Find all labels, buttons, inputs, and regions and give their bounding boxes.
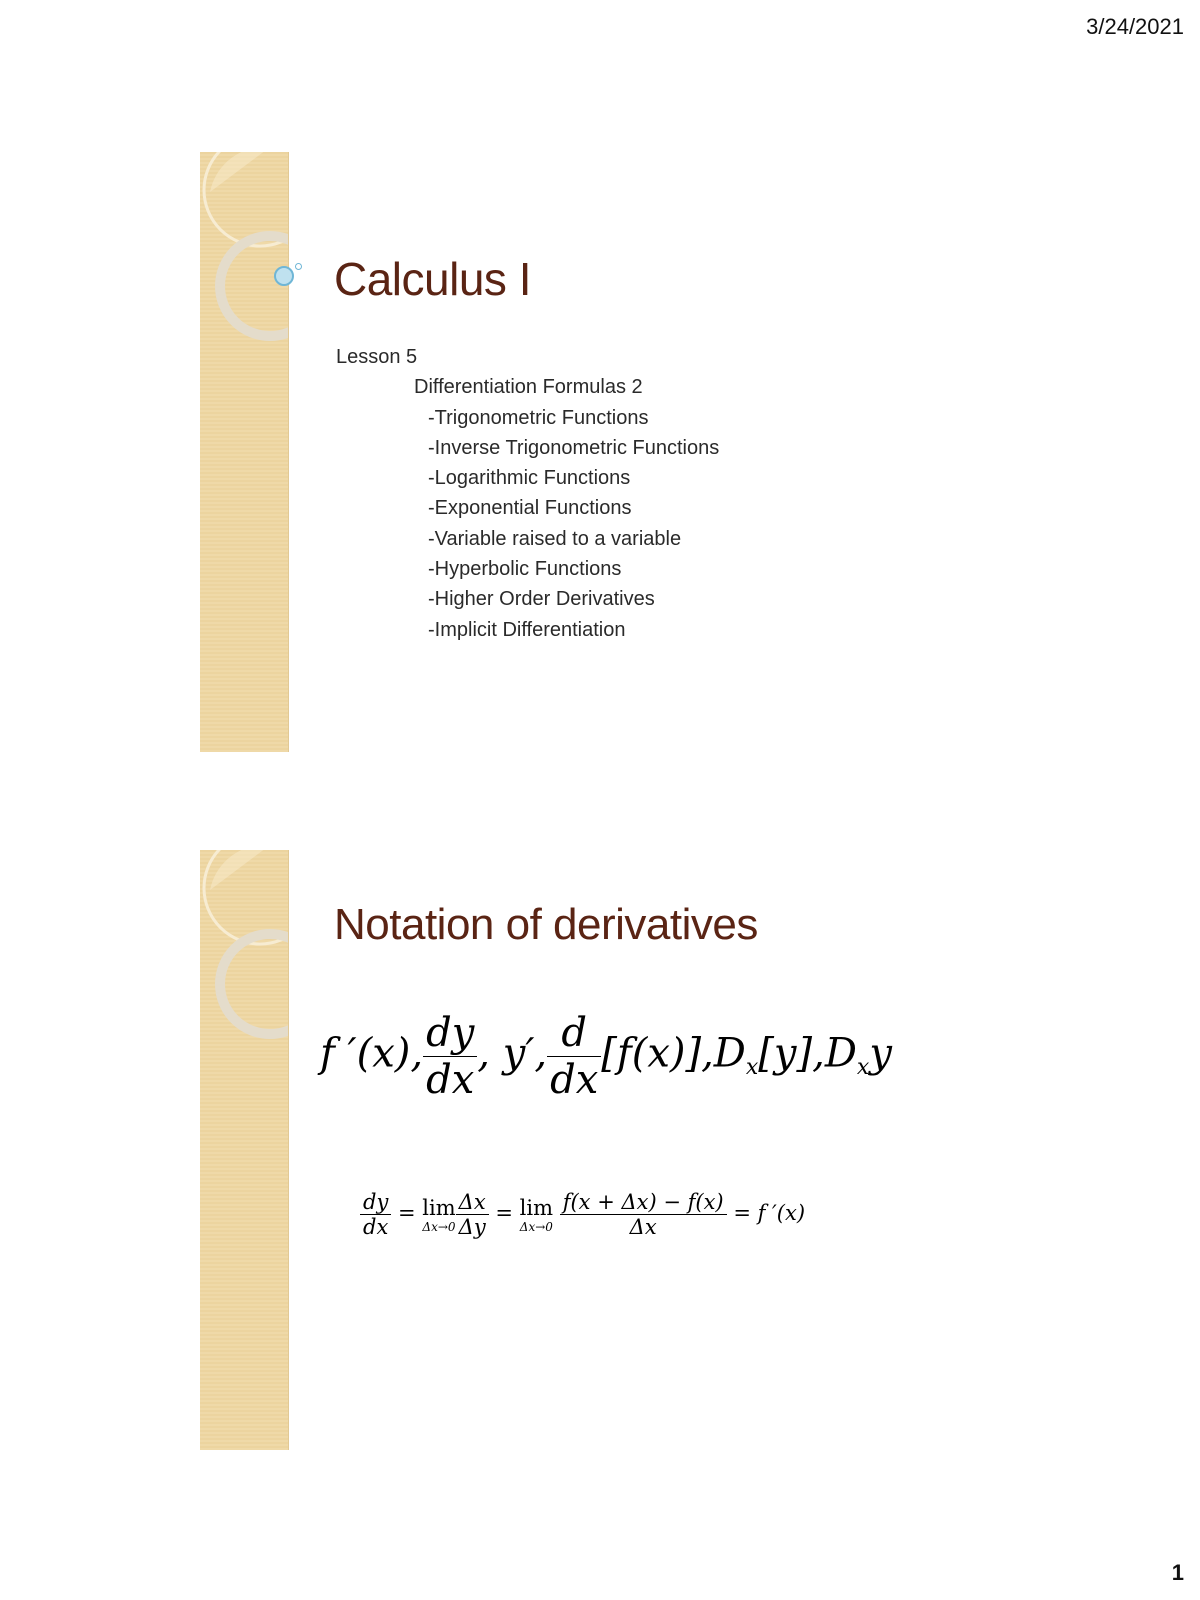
result: = f ′(x) (733, 1201, 806, 1225)
outline-line: -Trigonometric Functions (428, 406, 649, 429)
numerator: f(x + Δx) − f(x) (560, 1190, 727, 1215)
eq-part: , y′, (477, 1030, 548, 1077)
outline-line: -Variable raised to a variable (428, 527, 682, 550)
outline-line: -Inverse Trigonometric Functions (428, 436, 720, 459)
eq-part: D (824, 1030, 857, 1077)
numerator: dy (360, 1190, 391, 1215)
lesson-outline (336, 342, 719, 645)
equals-sign: = (495, 1201, 513, 1225)
eq-part: [f(x)], (601, 1030, 714, 1077)
lim-text: lim (519, 1195, 554, 1220)
subscript: x (856, 1055, 870, 1081)
slide-title: Notation of derivatives (334, 900, 758, 949)
denominator: dx (426, 1057, 475, 1103)
outline-line: -Implicit Differentiation (428, 618, 626, 641)
eq-part: D (713, 1030, 746, 1077)
decorative-circles (200, 850, 288, 1450)
outline-line: -Logarithmic Functions (428, 467, 631, 490)
limit-operator (520, 1196, 553, 1234)
lim-subscript: Δx→0 (422, 1219, 456, 1234)
equals-sign: = (398, 1201, 416, 1225)
decorative-band (200, 152, 289, 752)
limit-operator (422, 1196, 455, 1234)
lim-text: lim (422, 1195, 456, 1220)
outline-line: -Higher Order Derivatives (428, 588, 655, 611)
outline-line: -Hyperbolic Functions (428, 558, 622, 581)
title-bullet-icon (274, 266, 294, 286)
denominator: Δy (458, 1215, 486, 1239)
slide-title: Calculus I (334, 253, 531, 305)
outline-line: -Exponential Functions (428, 497, 632, 520)
eq-part: [y], (758, 1030, 825, 1077)
d-dx-fraction (547, 1010, 601, 1103)
slide-2 (200, 850, 980, 1450)
subscript: x (745, 1055, 759, 1081)
limit-definition-equation (360, 1190, 805, 1239)
lim-subscript: Δx→0 (519, 1219, 553, 1234)
outline-line: Lesson 5 (336, 346, 418, 368)
slide-1 (200, 152, 980, 752)
dy-dx-fraction (423, 1010, 477, 1103)
denominator: dx (363, 1215, 389, 1239)
page-number: 1 (1171, 1560, 1184, 1585)
numerator: dy (423, 1010, 477, 1057)
numerator: d (547, 1010, 601, 1057)
difference-quotient-fraction (560, 1190, 727, 1239)
delta-fraction (456, 1190, 489, 1239)
date-header: 3/24/2021 (1086, 14, 1184, 39)
denominator: Δx (629, 1215, 657, 1239)
decorative-circles (200, 152, 288, 752)
eq-part: f ′(x), (320, 1030, 424, 1077)
small-bullet-icon (295, 263, 302, 270)
notation-equation (320, 1010, 892, 1103)
outline-line: Differentiation Formulas 2 (414, 376, 643, 399)
dy-dx-fraction (360, 1190, 391, 1239)
numerator: Δx (456, 1190, 489, 1215)
eq-part: y (869, 1030, 892, 1077)
denominator: dx (550, 1057, 599, 1103)
decorative-band (200, 850, 289, 1450)
